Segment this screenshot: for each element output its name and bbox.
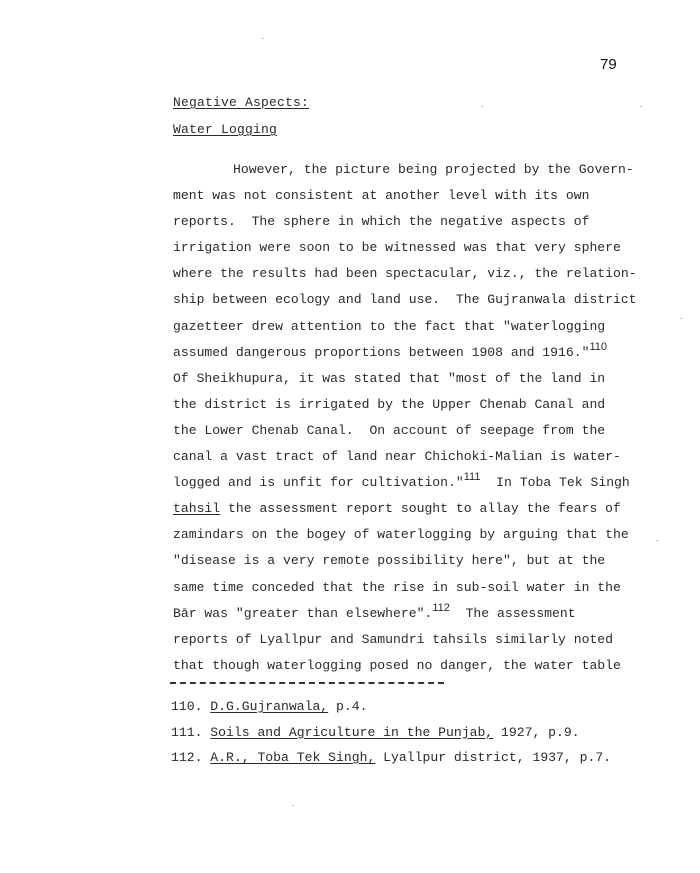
scan-speck: [292, 805, 294, 806]
body-line: [173, 392, 673, 418]
footnote-detail: p.4.: [328, 699, 368, 714]
body-paragraph: [173, 157, 673, 679]
body-line: [173, 627, 673, 653]
footnotes: [171, 694, 611, 771]
line-text: irrigation were soon to be witnessed was that very sphere: [173, 240, 621, 256]
footnote-number: 111.: [171, 724, 203, 740]
body-line: [173, 340, 673, 366]
line-text: reports. The sphere in which the negative aspects of: [173, 214, 590, 230]
body-line: [173, 183, 673, 209]
line-text: that though waterlogging posed no danger, the water table: [173, 657, 621, 673]
line-text: the assessment report sought to allay the fears of: [228, 501, 621, 517]
footnote-112: [171, 745, 611, 771]
section-heading: Negative Aspects:: [173, 95, 310, 110]
line-text: gazetteer drew attention to the fact that "waterlogging: [173, 318, 606, 334]
body-line: [173, 157, 673, 183]
line-text: logged and is unfit for cultivation.": [173, 475, 464, 491]
underlined-term: tahsil: [173, 501, 221, 517]
scan-speck: [656, 540, 658, 541]
scan-speck: [481, 106, 483, 107]
subsection-heading: Water Logging: [173, 122, 278, 137]
line-text: where the results had been spectacular, viz., the relation-: [173, 266, 637, 282]
body-line: [173, 575, 673, 601]
body-line: [173, 653, 673, 679]
body-line: [173, 287, 673, 313]
scan-speck: [262, 38, 264, 39]
line-text: However, the picture being projected by the Govern-: [233, 162, 634, 177]
footnote-detail: 1927, p.9.: [493, 724, 580, 740]
body-line: [173, 470, 673, 496]
footnote-detail: Lyallpur district, 1937, p.7.: [375, 750, 612, 765]
scan-speck: [640, 106, 642, 107]
line-text: zamindars on the bogey of waterlogging by arguing that the: [173, 527, 629, 543]
footnote-number: 110.: [171, 699, 203, 714]
line-text: reports of Lyallpur and Samundri tahsils similarly noted: [173, 631, 614, 647]
footnote-divider: [170, 682, 444, 684]
body-line: [173, 548, 673, 574]
line-text: same time conceded that the rise in sub-soil water in the: [173, 579, 621, 595]
footnote-110: [171, 694, 611, 720]
line-text: assumed dangerous proportions between 1908 and 1916.": [173, 344, 590, 360]
body-line: [173, 209, 673, 235]
line-text: canal a vast tract of land near Chichoki-Malian is water-: [173, 449, 621, 465]
line-text: Of Sheikhupura, it was stated that "most of the land in: [173, 370, 606, 386]
line-text: Bār was "greater than elsewhere".: [173, 605, 433, 621]
line-text-after: In Toba Tek Singh: [480, 475, 630, 491]
page-number: 79: [600, 56, 617, 73]
footnote-111: [171, 720, 611, 746]
line-text: ship between ecology and land use. The Gujranwala district: [173, 292, 637, 308]
footnote-title: A.R., Toba Tek Singh,: [210, 750, 376, 765]
scan-speck: [680, 318, 682, 319]
body-line: [173, 314, 673, 340]
line-text: "disease is a very remote possibility here", but at the: [173, 553, 606, 569]
footnote-title: Soils and Agriculture in the Punjab,: [210, 724, 494, 740]
footnote-title: D.G.Gujranwala,: [210, 699, 329, 714]
footnote-ref-111: 111: [463, 471, 481, 484]
footnote-ref-112: 112: [432, 601, 450, 614]
body-line: [173, 261, 673, 287]
line-text: the district is irrigated by the Upper Chenab Canal and: [173, 396, 606, 412]
footnote-number: 112.: [171, 750, 203, 765]
body-line: [173, 496, 673, 522]
body-line: [173, 235, 673, 261]
line-text: ment was not consistent at another level with its own: [173, 188, 590, 204]
line-text: the Lower Chenab Canal. On account of seepage from the: [173, 422, 606, 438]
footnote-ref-110: 110: [589, 340, 607, 353]
body-line: [173, 601, 673, 627]
body-line: [173, 444, 673, 470]
line-text-after: The assessment: [449, 605, 576, 621]
body-line: [173, 366, 673, 392]
body-line: [173, 522, 673, 548]
body-line: [173, 418, 673, 444]
